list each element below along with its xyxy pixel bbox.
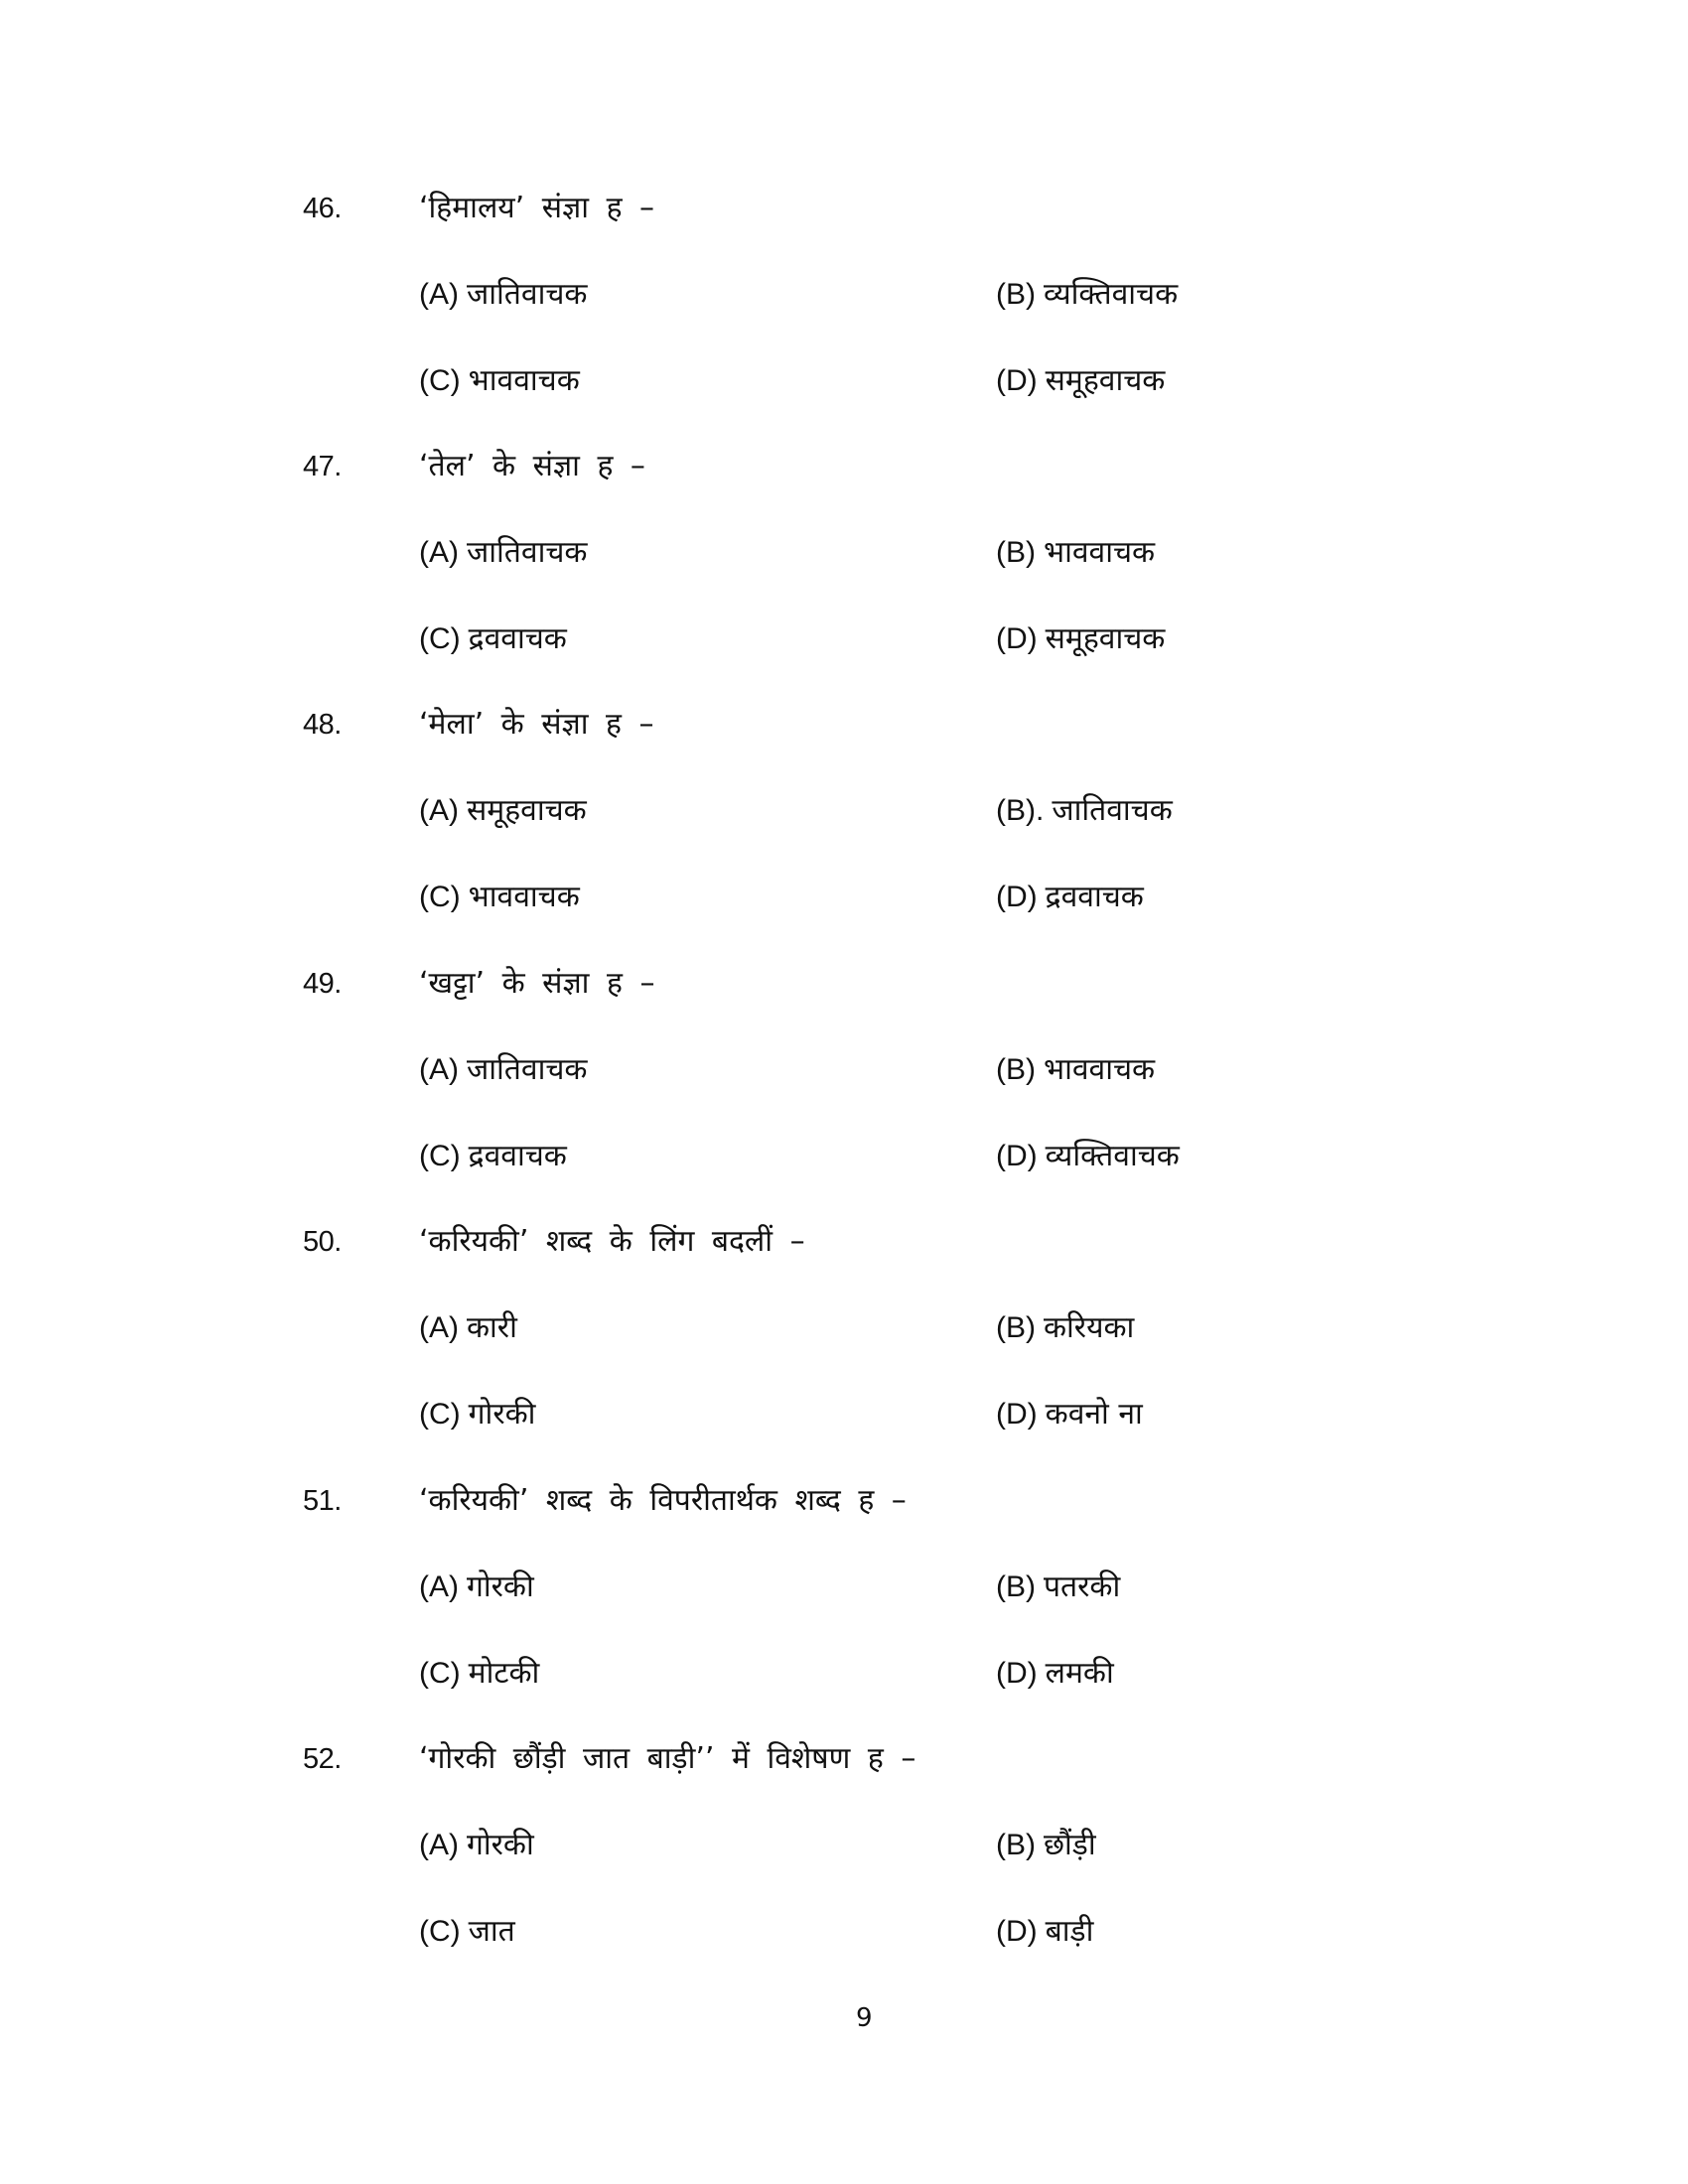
option-c[interactable]	[419, 356, 580, 406]
question-46	[0, 184, 1688, 442]
option-label: (C)	[419, 1657, 461, 1690]
option-label: (C)	[419, 1398, 461, 1431]
option-b[interactable]	[996, 1821, 1096, 1870]
question-49	[0, 959, 1688, 1217]
option-text: जातिवाचक	[467, 277, 588, 312]
option-label: (B)	[996, 1570, 1036, 1603]
option-b[interactable]	[996, 528, 1155, 578]
option-label: (A)	[419, 794, 459, 827]
option-label: (C)	[419, 1140, 461, 1172]
option-text: छौंड़ी	[1044, 1828, 1096, 1862]
option-d[interactable]	[996, 1132, 1180, 1181]
option-c[interactable]	[419, 1390, 535, 1439]
question-text: ‘करियकी’ शब्द के विपरीतार्थक शब्द ह –	[419, 1483, 907, 1518]
question-number: 47.	[303, 451, 342, 482]
question-number: 49.	[303, 968, 342, 1000]
option-label: (B)	[996, 278, 1036, 311]
question-text: ‘मेला’ के संज्ञा ह –	[419, 707, 654, 742]
option-b[interactable]	[996, 1303, 1134, 1353]
option-label: (C)	[419, 1915, 461, 1948]
option-label: (C)	[419, 881, 461, 913]
question-50	[0, 1217, 1688, 1475]
option-d[interactable]	[996, 1907, 1093, 1957]
option-b[interactable]	[996, 270, 1178, 320]
question-number: 46.	[303, 193, 342, 224]
option-text: पतरकी	[1044, 1570, 1121, 1604]
option-b[interactable]	[996, 1045, 1155, 1095]
option-text: समूहवाचक	[1045, 621, 1166, 656]
option-label: (B)	[996, 536, 1036, 569]
option-label: (D)	[996, 1398, 1038, 1431]
question-text: ‘करियकी’ शब्द के लिंग बदलीं –	[419, 1224, 805, 1259]
option-label: (D)	[996, 881, 1038, 913]
option-d[interactable]	[996, 873, 1144, 922]
option-text: बाड़ी	[1045, 1914, 1094, 1949]
question-51	[0, 1476, 1688, 1734]
option-text: भाववाचक	[468, 363, 580, 398]
option-a[interactable]	[419, 1303, 517, 1353]
question-number: 50.	[303, 1226, 342, 1258]
option-b[interactable]	[996, 786, 1173, 836]
option-text: जातिवाचक	[1052, 793, 1173, 828]
option-label: (A)	[419, 278, 459, 311]
option-text: कवनो ना	[1045, 1397, 1143, 1432]
option-label: (C)	[419, 364, 461, 397]
option-label: (A)	[419, 1570, 459, 1603]
option-c[interactable]	[419, 614, 567, 664]
option-text: करियका	[1044, 1310, 1135, 1345]
option-text: द्रववाचक	[1045, 880, 1144, 914]
option-d[interactable]	[996, 356, 1165, 406]
option-text: जातिवाचक	[467, 1052, 588, 1087]
question-number: 51.	[303, 1485, 342, 1517]
option-a[interactable]	[419, 1821, 534, 1870]
option-label: (D)	[996, 1657, 1038, 1690]
question-text: ‘तेल’ के संज्ञा ह –	[419, 449, 645, 483]
question-number: 52.	[303, 1743, 342, 1775]
question-52	[0, 1734, 1688, 1992]
option-c[interactable]	[419, 1132, 567, 1181]
option-a[interactable]	[419, 528, 587, 578]
option-label: (B).	[996, 794, 1045, 827]
option-text: मोटकी	[468, 1656, 540, 1691]
option-d[interactable]	[996, 1649, 1114, 1699]
option-text: व्यक्तिवाचक	[1045, 1139, 1180, 1173]
question-47	[0, 442, 1688, 700]
option-label: (A)	[419, 536, 459, 569]
option-a[interactable]	[419, 270, 587, 320]
option-a[interactable]	[419, 1563, 534, 1612]
option-text: द्रववाचक	[468, 1139, 567, 1173]
option-text: द्रववाचक	[468, 621, 567, 656]
option-text: लमकी	[1045, 1656, 1114, 1691]
option-label: (A)	[419, 1311, 459, 1344]
option-text: भाववाचक	[468, 880, 580, 914]
option-a[interactable]	[419, 786, 587, 836]
option-a[interactable]	[419, 1045, 587, 1095]
option-b[interactable]	[996, 1563, 1120, 1612]
option-label: (D)	[996, 1140, 1038, 1172]
option-text: भाववाचक	[1044, 1052, 1156, 1087]
option-label: (B)	[996, 1829, 1036, 1861]
option-text: भाववाचक	[1044, 535, 1156, 570]
option-text: गोरकी	[467, 1570, 534, 1604]
option-text: समूहवाचक	[467, 793, 587, 828]
question-48	[0, 700, 1688, 958]
option-text: गोरकी	[467, 1828, 534, 1862]
option-c[interactable]	[419, 873, 580, 922]
option-label: (B)	[996, 1311, 1036, 1344]
option-text: समूहवाचक	[1045, 363, 1166, 398]
option-c[interactable]	[419, 1649, 539, 1699]
option-text: जातिवाचक	[467, 535, 588, 570]
option-d[interactable]	[996, 1390, 1143, 1439]
option-text: जात	[468, 1914, 515, 1949]
option-label: (D)	[996, 1915, 1038, 1948]
option-label: (D)	[996, 364, 1038, 397]
option-label: (A)	[419, 1053, 459, 1086]
option-label: (A)	[419, 1829, 459, 1861]
option-text: व्यक्तिवाचक	[1044, 277, 1179, 312]
option-text: कारी	[467, 1310, 517, 1345]
question-text: ‘गोरकी छौंड़ी जात बाड़ी’’ में विशेषण ह –	[419, 1741, 916, 1776]
option-c[interactable]	[419, 1907, 515, 1957]
option-label: (C)	[419, 622, 461, 655]
option-d[interactable]	[996, 614, 1165, 664]
question-number: 48.	[303, 709, 342, 741]
page-number: 9	[856, 2003, 873, 2033]
option-text: गोरकी	[468, 1397, 536, 1432]
option-label: (D)	[996, 622, 1038, 655]
question-text: ‘खट्टा’ के संज्ञा ह –	[419, 966, 655, 1001]
option-label: (B)	[996, 1053, 1036, 1086]
question-text: ‘हिमालय’ संज्ञा ह –	[419, 191, 655, 225]
